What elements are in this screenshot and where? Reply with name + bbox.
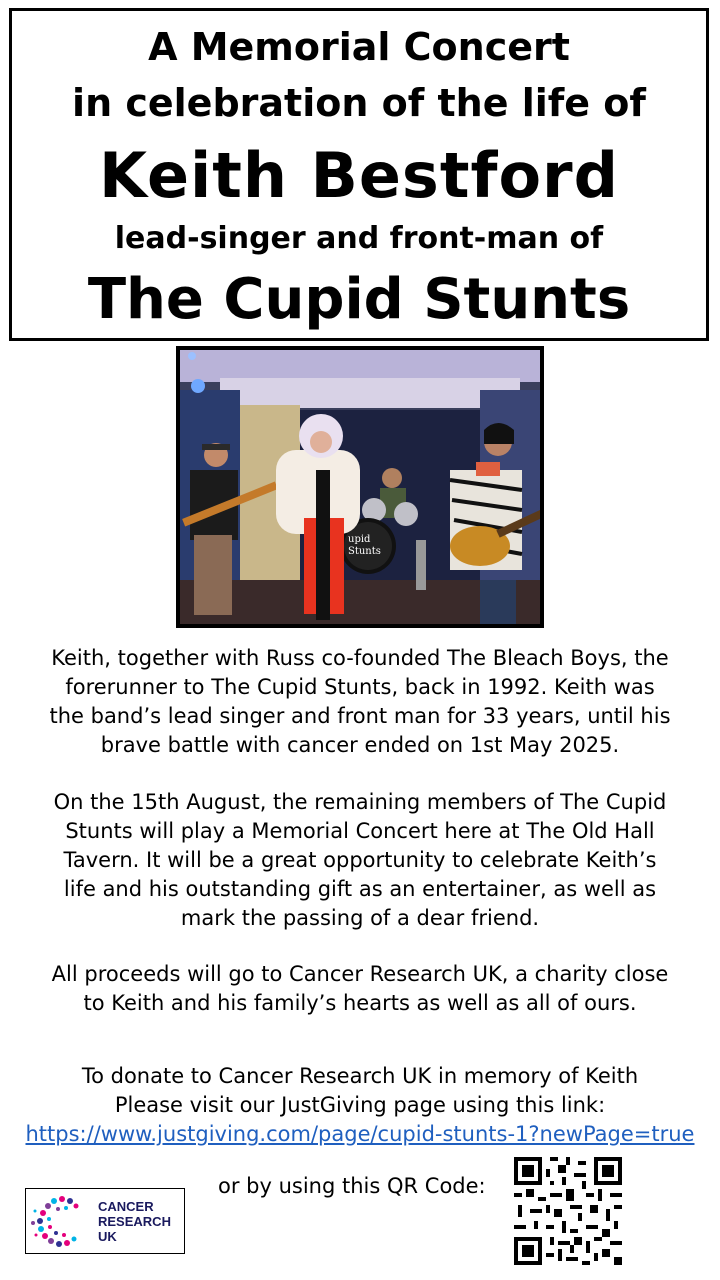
title-line-4: lead-singer and front-man of [114, 221, 604, 256]
drum-text-2: Stunts [348, 546, 381, 557]
cancer-research-uk-logo [25, 1188, 185, 1254]
text-line: mark the passing of a dear friend. [180, 906, 540, 930]
qr-code-icon[interactable] [514, 1157, 622, 1265]
drum-text-1: upid [348, 534, 371, 545]
donate-section [20, 1062, 700, 1149]
text-line: Tavern. It will be a great opportunity to celebrate Keith’s [63, 848, 657, 872]
text-line: the band’s lead singer and front man for 33 years, until his [49, 704, 671, 728]
text-line: brave battle with cancer ended on 1st May 2025. [100, 733, 620, 757]
paragraph-concert [20, 788, 700, 933]
logo-line-2: RESEARCH [98, 1214, 171, 1229]
text-line: On the 15th August, the remaining members of The Cupid [53, 790, 667, 814]
honoree-name: Keith Bestford [99, 139, 619, 212]
text-line: to Keith and his family’s hearts as well as all of ours. [83, 991, 637, 1015]
donate-line-2: Please visit our JustGiving page using this link: [114, 1093, 606, 1117]
text-line: Keith, together with Russ co-founded The Bleach Boys, the [51, 646, 669, 670]
title-line-1: A Memorial Concert [148, 25, 570, 69]
justgiving-link[interactable]: https://www.justgiving.com/page/cupid-stunts-1?newPage=true [25, 1122, 695, 1146]
logo-dots-icon [31, 1196, 79, 1247]
logo-line-1: CANCER [98, 1199, 154, 1214]
title-box [9, 8, 709, 341]
paragraph-history [20, 644, 700, 760]
qr-label: or by using this QR Code: [218, 1174, 486, 1198]
donate-line-1: To donate to Cancer Research UK in memory of Keith [81, 1064, 639, 1088]
paragraph-proceeds [20, 960, 700, 1018]
text-line: Stunts will play a Memorial Concert here at The Old Hall [65, 819, 655, 843]
band-name: The Cupid Stunts [87, 267, 631, 332]
text-line: forerunner to The Cupid Stunts, back in 1992. Keith was [65, 675, 655, 699]
text-line: life and his outstanding gift as an entertainer, as well as [63, 877, 657, 901]
title-line-2: in celebration of the life of [72, 81, 646, 125]
logo-wordmark [98, 1199, 171, 1244]
text-line: All proceeds will go to Cancer Research UK, a charity close [51, 962, 669, 986]
band-photo [176, 346, 544, 628]
logo-line-3: UK [98, 1229, 117, 1244]
